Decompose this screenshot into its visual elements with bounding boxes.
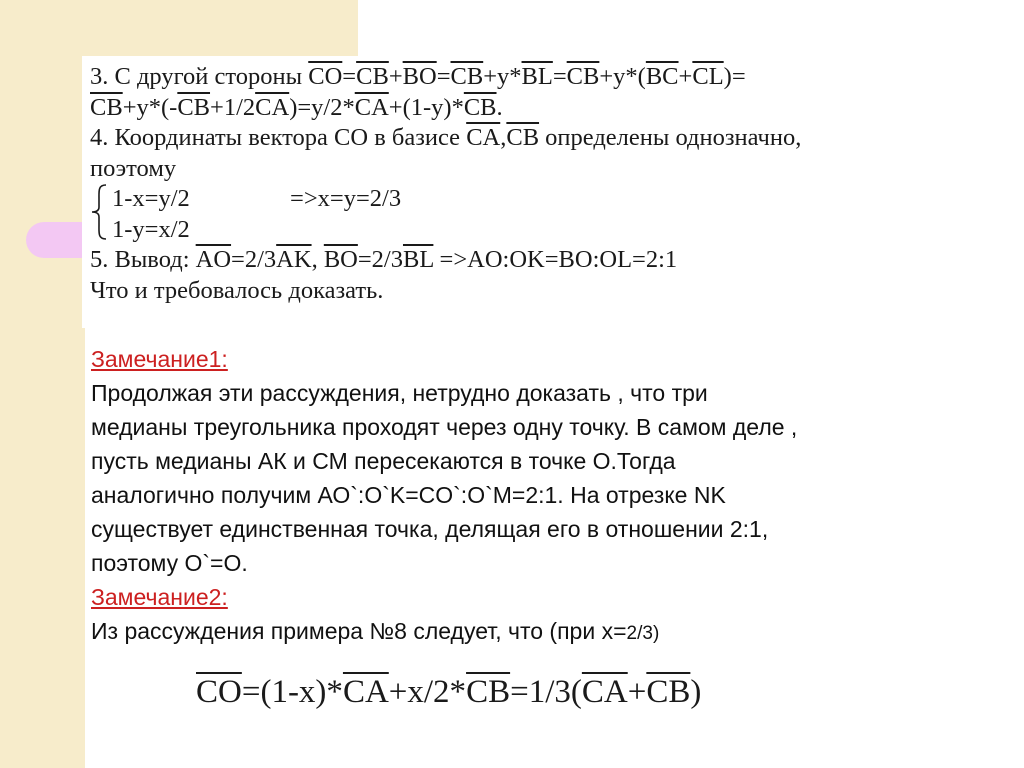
text: определены однозначно, (539, 124, 802, 151)
text: , (500, 124, 507, 151)
text: =>AO:OK=BO:OL=2:1 (433, 246, 678, 273)
text: + (627, 674, 647, 710)
proof-line-1 (90, 62, 990, 93)
remark2-title: Замечание2: (91, 584, 228, 610)
equation-system (90, 184, 990, 245)
text: + (678, 63, 693, 90)
remark1-line-4: аналогично получим АО`:О`K=CO`:O`M=2:1. На отрезке NK (91, 482, 726, 508)
text: +y*( (599, 63, 646, 90)
text: ) (690, 674, 702, 710)
vector: $\overline{CB}$ (566, 63, 600, 90)
pink-decor-tab (26, 222, 86, 258)
remark1-title: Замечание1: (91, 346, 228, 372)
vector: $\overline{CB}$ (356, 63, 389, 90)
vector: $\overline{BO}$ (323, 246, 358, 273)
system-eq-2: 1-y=x/2 (112, 215, 190, 243)
text: )= (723, 63, 746, 90)
vector: $\overline{CB}$ (90, 93, 123, 121)
remark1-line-3: пусть медианы АК и СМ пересекаются в точке О.Тогда (91, 448, 676, 474)
vector: $\overline{CB}$ (463, 93, 497, 121)
text: +x/2* (388, 674, 467, 710)
remark1-line-5: существует единственная точка, делящая его в отношении 2:1, (91, 516, 769, 542)
text: +y* (483, 63, 522, 90)
vector: $\overline{CB}$ (646, 674, 691, 710)
vector: $\overline{CA}$ (354, 93, 389, 121)
text: +1/2 (210, 93, 256, 121)
vector: $\overline{AO}$ (195, 246, 232, 273)
vector: $\overline{BO}$ (402, 63, 437, 90)
fraction: 2/3 (626, 623, 653, 644)
text: , (311, 246, 324, 273)
text: 4. Координаты вектора CO в базисе (90, 124, 467, 151)
text: ) (652, 623, 660, 644)
text: = (552, 63, 567, 90)
vector: $\overline{BL}$ (402, 246, 434, 273)
vector: $\overline{CB}$ (506, 124, 540, 151)
proof-block (90, 62, 990, 306)
proof-line-8: Что и требовалось доказать. (90, 276, 384, 304)
proof-line-3 (90, 123, 990, 154)
top-decor-band (0, 0, 358, 58)
vector: $\overline{CL}$ (692, 63, 724, 90)
text: )=y/2* (289, 93, 355, 121)
remark1-line-6: поэтому О`=О. (91, 550, 248, 576)
text: =1/3( (510, 674, 582, 710)
remark2-line-1 (91, 614, 991, 651)
text: =>x=y=2/3 (290, 185, 402, 212)
text: +(1-y)* (388, 93, 464, 121)
vector: $\overline{CB}$ (466, 674, 511, 710)
text: =2/3 (231, 246, 277, 273)
text: 3. С другой стороны (90, 63, 309, 90)
proof-line-4: поэтому (90, 154, 177, 182)
curly-brace-icon (90, 183, 108, 241)
vector: $\overline{BL}$ (521, 63, 553, 90)
text: =2/3 (357, 246, 403, 273)
remarks-block (91, 342, 991, 651)
result-formula (196, 672, 701, 712)
vector: $\overline{CA}$ (581, 674, 628, 710)
vector: $\overline{AK}$ (276, 246, 312, 273)
vector: $\overline{CA}$ (255, 93, 290, 121)
vector: $\overline{CO}$ (308, 63, 343, 90)
vector: $\overline{BC}$ (645, 63, 679, 90)
left-decor-strip (0, 0, 85, 768)
proof-line-7 (90, 245, 990, 276)
vector: $\overline{CA}$ (342, 674, 389, 710)
vector: $\overline{CO}$ (196, 674, 242, 710)
vector: $\overline{CA}$ (466, 124, 501, 151)
proof-line-2 (90, 93, 990, 124)
text: = (342, 63, 357, 90)
system-eq-1 (112, 184, 990, 215)
text: . (496, 93, 503, 121)
vector: $\overline{CB}$ (450, 63, 484, 90)
text: =(1-x)* (241, 674, 343, 710)
text: 1-x=y/2 (112, 185, 190, 212)
text: 5. Вывод: (90, 246, 196, 273)
vector: $\overline{CB}$ (177, 93, 211, 121)
remark1-line-2: медианы треугольника проходят через одну точку. В самом деле , (91, 414, 798, 440)
text: +y*(- (122, 93, 178, 121)
text: Из рассуждения примера №8 следует, что (при x= (91, 618, 627, 644)
remark1-line-1: Продолжая эти рассуждения, нетрудно доказать , что три (91, 380, 708, 406)
text: + (388, 63, 403, 90)
text: = (436, 63, 451, 90)
